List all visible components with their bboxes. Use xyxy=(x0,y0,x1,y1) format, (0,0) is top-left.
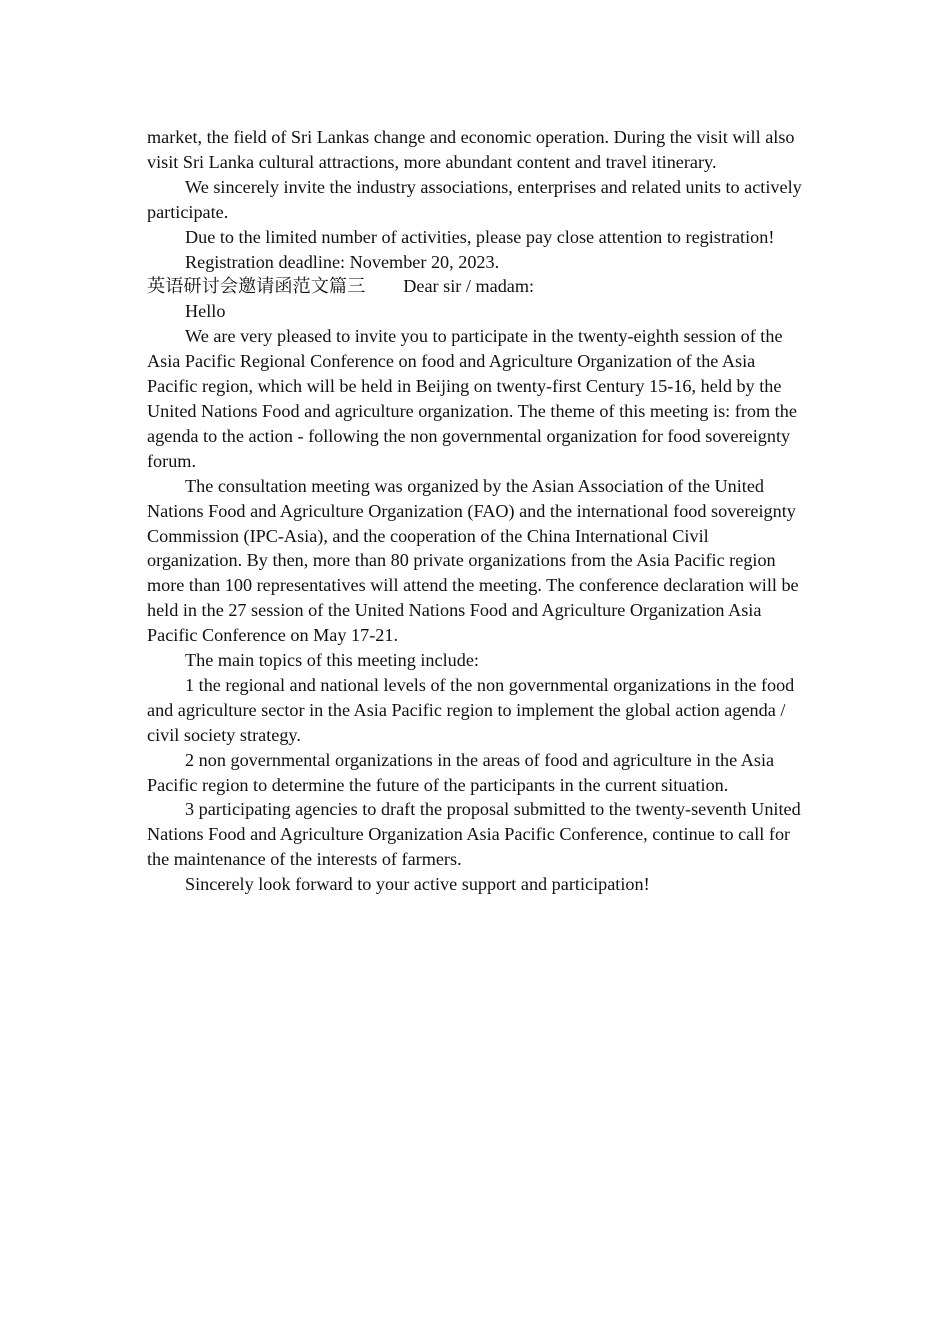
topic-item-3: 3 participating agencies to draft the proposal submitted to the twenty-seventh United Nations Food and Agriculture Organization Asia Pacific Conference, continue to call for the maintenance of the interests of farmers. xyxy=(147,799,801,870)
paragraph-deadline: Registration deadline: November 20, 2023. xyxy=(185,251,500,272)
paragraph-invitation: We sincerely invite the industry associations, enterprises and related units to actively participate. xyxy=(147,176,802,222)
paragraph-conference-intro: We are very pleased to invite you to participate in the twenty-eighth session of the Asia Pacific Regional Conference on food and Agriculture Organization of the Asia Pacific region, which will be held in Beijing on twenty-first Century 15-16, held by the United Nations Food and agriculture organization. The theme of this meeting is: from the agenda to the action - following the non governmental organization for food sovereignty forum. xyxy=(147,326,797,471)
salutation: Dear sir / madam: xyxy=(403,276,535,297)
topic-item-1: 1 the regional and national levels of the non governmental organizations in the food and agriculture sector in the Asia Pacific region to implement the global action agenda / civil society strategy. xyxy=(147,674,795,745)
paragraph-itinerary: market, the field of Sri Lankas change and economic operation. During the visit will also visit Sri Lanka cultural attractions, more abundant content and travel itinerary. xyxy=(147,127,795,172)
paragraph-consultation: The consultation meeting was organized by the Asian Association of the United Nations Food and Agriculture Organization (FAO) and the international food sovereignty Commission (IPC-Asia), and the cooperation of the China International Civil organization. By then, more than 80 private organizations from the Asia Pacific region more than 100 representatives will attend the meeting. The conference declaration will be held in the 27 session of the United Nations Food and Agriculture Organization Asia Pacific Conference on May 17-21. xyxy=(147,475,799,646)
paragraph-limited-number: Due to the limited number of activities, please pay close attention to registration! xyxy=(185,226,775,247)
document-body xyxy=(147,125,807,897)
paragraph-closing: Sincerely look forward to your active support and participation! xyxy=(185,874,650,895)
paragraph-topics-intro: The main topics of this meeting include: xyxy=(185,650,479,671)
paragraph-hello: Hello xyxy=(185,301,226,322)
section-heading-line xyxy=(147,274,807,299)
section-heading: 英语研讨会邀请函范文篇三 xyxy=(147,276,366,297)
topic-item-2: 2 non governmental organizations in the areas of food and agriculture in the Asia Pacific region to determine the future of the participants in the current situation. xyxy=(147,749,775,795)
